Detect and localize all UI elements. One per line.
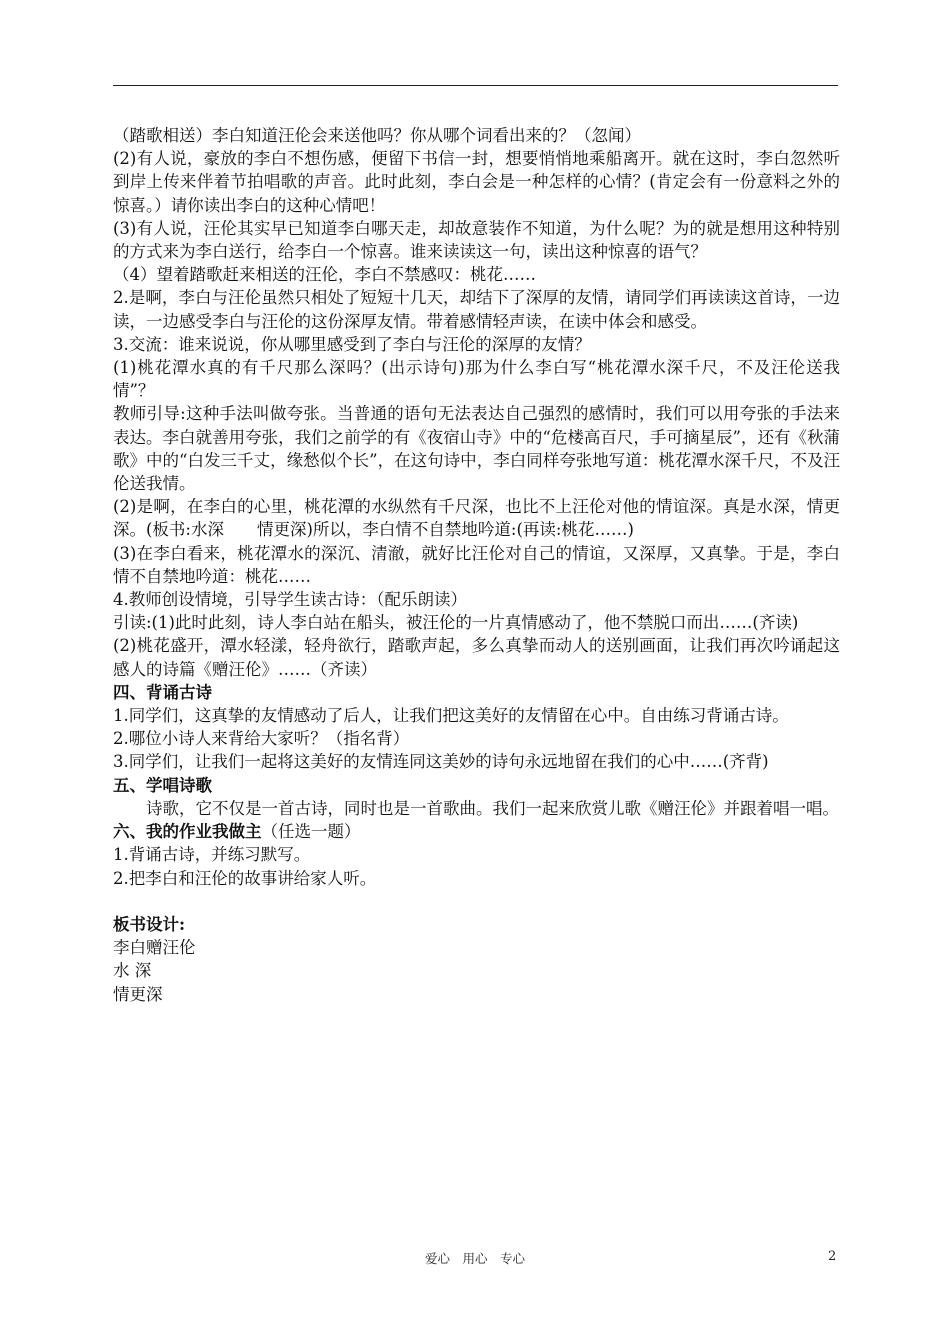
section-heading-recite: 四、背诵古诗 [113,682,212,702]
paragraph: (1)桃花潭水真的有千尺那么深吗？(出示诗句)那为什么李白写“桃花潭水深千尺，不及汪伦送我情”？ [113,358,840,401]
section-heading-homework-note: （任选一题） [261,822,361,842]
section-heading-sing: 五、学唱诗歌 [113,775,212,795]
section-heading-homework [113,820,840,843]
paragraph: (2)桃花盛开，潭水轻漾，轻舟欲行，踏歌声起，多么真挚而动人的送别画面，让我们再次吟诵起这感人的诗篇《赠汪伦》……（齐读） [113,636,840,679]
paragraph: (3)有人说，汪伦其实早已知道李白哪天走，却故意装作不知道，为什么呢？为的就是想用这种特别的方式来为李白送行，给李白一个惊喜。谁来读读这一句，读出这种惊喜的语气？ [113,218,840,262]
paragraph: 4.教师创设情境，引导学生读古诗：（配乐朗读） [113,590,467,610]
paragraph: (3)在李白看来，桃花潭水的深沉、清澈，就好比汪伦对自己的情谊，又深厚，又真挚。于是，李白情不自禁地吟道：桃花…… [113,543,840,586]
list-item: 1.背诵古诗，并练习默写。 [113,845,311,865]
board-design-heading: 板书设计: [113,914,186,934]
paragraph: 教师引导:这种手法叫做夸张。当普通的语句无法表达自己强烈的感情时，我们可以用夸张的手法来表达。李白就善用夸张，我们之前学的有《夜宿山寺》中的“危楼高百尺，手可摘星辰”，还有《秋蒲歌》中的“白发三千丈，缘愁似个长”，在这句诗中，李白同样夸张地写道：桃花潭水深千尺，不及汪伦送我情。 [113,404,840,494]
list-item: 3.同学们，让我们一起将这美好的友情连同这美妙的诗句永远地留在我们的心中……(齐背) [113,752,769,772]
paragraph: （踏歌相送）李白知道汪伦会来送他吗？你从哪个词看出来的？（忽闻） [113,126,641,145]
board-line-water-deep: 水 深 [113,961,152,981]
paragraph: (2)有人说，豪放的李白不想伤感，便留下书信一封，想要悄悄地乘船离开。就在这时，李白忽然听到岸上传来伴着节拍唱歌的声音。此时此刻，李白会是一种怎样的心情？(肯定会有一份意料之外的惊喜。）请你读出李白的这种心情吧！ [113,149,840,215]
paragraph: (2)是啊，在李白的心里，桃花潭的水纵然有千尺深，也比不上汪伦对他的情谊深。真是水深，情更深。(板书:水深 情更深)所以，李白情不自禁地吟道:(再读:桃花……) [113,497,840,540]
page-number: 2 [828,1249,837,1264]
footer-motto: 爱心 用心 专心 [424,1251,525,1266]
header-rule [113,85,838,86]
board-title: 李白赠汪伦 [113,938,196,958]
list-item: 2.哪位小诗人来背给大家听？（指名背） [113,729,410,749]
paragraph: 诗歌，它不仅是一首古诗，同时也是一首歌曲。我们一起来欣赏儿歌《赠汪伦》并跟着唱一唱。 [146,798,839,818]
document-body [113,124,840,1006]
paragraph: 引读:(1)此时此刻，诗人李白站在船头，被汪伦的一片真情感动了，他不禁脱口而出……(齐读) [113,613,799,633]
blank-line [113,890,840,913]
board-line-friendship-deeper: 情更深 [113,984,163,1004]
paragraph: 3.交流：谁来说说，你从哪里感受到了李白与汪伦的深厚的友情？ [113,334,591,354]
paragraph: （4）望着踏歌赶来相送的汪伦，李白不禁感叹：桃花…… [113,265,536,285]
list-item: 2.把李白和汪伦的故事讲给家人听。 [113,868,377,888]
section-heading-homework-title: 六、我的作业我做主 [113,822,262,842]
list-item: 1.同学们，这真挚的友情感动了后人，让我们把这美好的友情留在心中。自由练习背诵古诗。 [113,706,789,726]
paragraph: 2.是啊，李白与汪伦虽然只相处了短短十几天，却结下了深厚的友情，请同学们再读读这首诗，一边读，一边感受李白与汪伦的这份深厚友情。带着感情轻声读，在读中体会和感受。 [113,288,840,331]
